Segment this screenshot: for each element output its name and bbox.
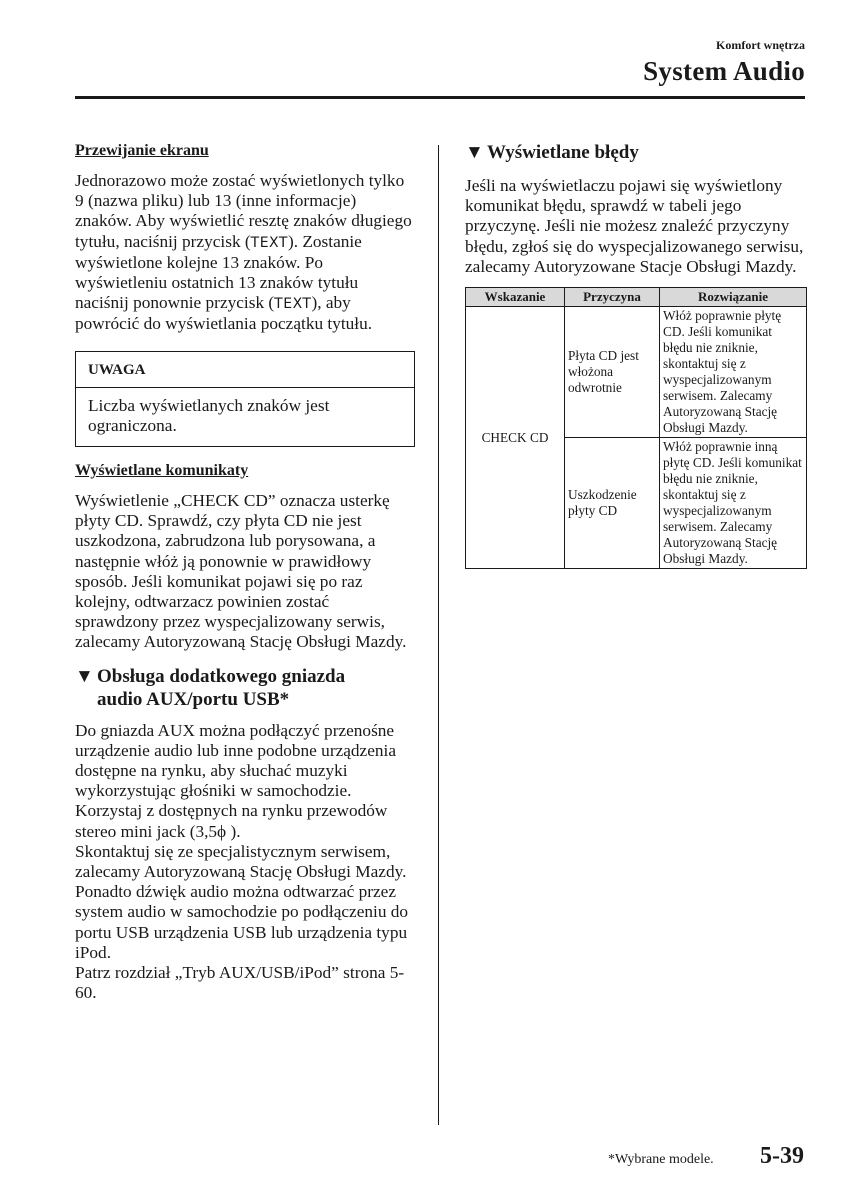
scroll-text-2: ). Zostanie wyświetlone kolejne 13 znaków. Po wyświetleniu ostatnich 13 znaków tytułu naciśnij ponownie przycisk ( xyxy=(75,231,362,313)
column-header: Przyczyna xyxy=(565,288,660,307)
right-column xyxy=(465,141,807,569)
aux-heading-text xyxy=(97,665,345,711)
header-rule xyxy=(75,96,805,99)
aux-paragraph-2: Korzystaj z dostępnych na rynku przewodów stereo mini jack (3,5ϕ ). xyxy=(75,801,388,841)
aux-heading-line2: audio AUX/portu USB* xyxy=(97,688,290,710)
text-key-label: TEXT xyxy=(250,234,288,251)
column-divider xyxy=(438,145,439,1125)
indication-cell: CHECK CD xyxy=(466,307,565,569)
page-number: 5-39 xyxy=(760,1143,804,1169)
page-title: System Audio xyxy=(643,56,805,86)
left-column xyxy=(75,141,415,1004)
aux-heading-line1: Obsługa dodatkowego gniazda xyxy=(97,665,346,687)
note-body: Liczba wyświetlanych znaków jest ograniczona. xyxy=(88,395,330,435)
column-header: Rozwiązanie xyxy=(660,288,807,307)
cause-cell: Uszkodzenie płyty CD xyxy=(565,438,660,569)
solution-cell: Włóż poprawnie inną płytę CD. Jeśli komunikat błędu nie zniknie, skontaktuj się z wyspecjalizowanym serwisem. Zalecamy Autoryzowaną Stację Obsługi Mazdy. xyxy=(660,438,807,569)
error-table xyxy=(465,287,807,569)
scroll-paragraph xyxy=(75,171,415,335)
section-label: Komfort wnętrza xyxy=(716,38,805,52)
cause-cell: Płyta CD jest włożona odwrotnie xyxy=(565,307,660,438)
note-title: UWAGA xyxy=(76,352,414,388)
table-header-row xyxy=(466,288,807,307)
table-row xyxy=(466,307,807,438)
messages-subheading: Wyświetlane komunikaty xyxy=(75,462,249,480)
aux-heading xyxy=(75,665,415,711)
note-box xyxy=(75,351,415,447)
triangle-bullet-icon: ▼ xyxy=(75,665,94,687)
scroll-text-1: Jednorazowo może zostać wyświetlonych tylko 9 (nazwa pliku) lub 13 (inne informacje) znaków. Aby wyświetlić resztę znaków długiego tytułu, naciśnij przycisk ( xyxy=(75,171,412,251)
footnote: *Wybrane modele. xyxy=(608,1152,714,1167)
errors-heading xyxy=(465,141,807,164)
aux-paragraph-1: Do gniazda AUX można podłączyć przenośne urządzenie audio lub inne podobne urządzenia dostępne na rynku, aby słuchać muzyki wykorzystując głośniki w samochodzie. xyxy=(75,720,397,801)
messages-paragraph: Wyświetlenie „CHECK CD” oznacza usterkę płyty CD. Sprawdź, czy płyta CD nie jest uszkodzona, zabrudzona lub porysowana, a następnie włóż ją ponownie w prawidłowy sposób. Jeśli komunikat pojawi się po raz kolejny, odtwarzacz powinien zostać sprawdzony przez wyspecjalizowany serwis, zalecamy Autoryzowaną Stację Obsługi Mazdy. xyxy=(75,491,407,652)
errors-heading-text: Wyświetlane błędy xyxy=(487,142,639,163)
errors-paragraph: Jeśli na wyświetlaczu pojawi się wyświetlony komunikat błędu, sprawdź w tabeli jego przyczynę. Jeśli nie możesz znaleźć przyczyny błędu, zgłoś się do wyspecjalizowanego serwisu, zalecamy Autoryzowane Stacje Obsługi Mazdy. xyxy=(465,176,804,276)
aux-paragraph-3: Skontaktuj się ze specjalistycznym serwisem, zalecamy Autoryzowaną Stację Obsługi Mazdy. xyxy=(75,841,407,882)
aux-paragraph-4: Ponadto dźwięk audio można odtwarzać przez system audio w samochodzie po podłączeniu do portu USB urządzenia USB lub urządzenia typu iPod. xyxy=(75,882,409,962)
scroll-subheading: Przewijanie ekranu xyxy=(75,142,209,159)
column-header: Wskazanie xyxy=(466,288,565,307)
text-key-label: TEXT xyxy=(274,296,312,313)
solution-cell: Włóż poprawnie płytę CD. Jeśli komunikat błędu nie zniknie, skontaktuj się z wyspecjalizowanym serwisem. Zalecamy Autoryzowaną Stację Obsługi Mazdy. xyxy=(660,307,807,438)
scroll-text-3: ), aby powrócić do wyświetlania początku tytułu. xyxy=(75,293,373,334)
triangle-bullet-icon: ▼ xyxy=(465,142,484,163)
aux-paragraph-5: Patrz rozdział „Tryb AUX/USB/iPod” strona 5-60. xyxy=(75,963,405,1003)
